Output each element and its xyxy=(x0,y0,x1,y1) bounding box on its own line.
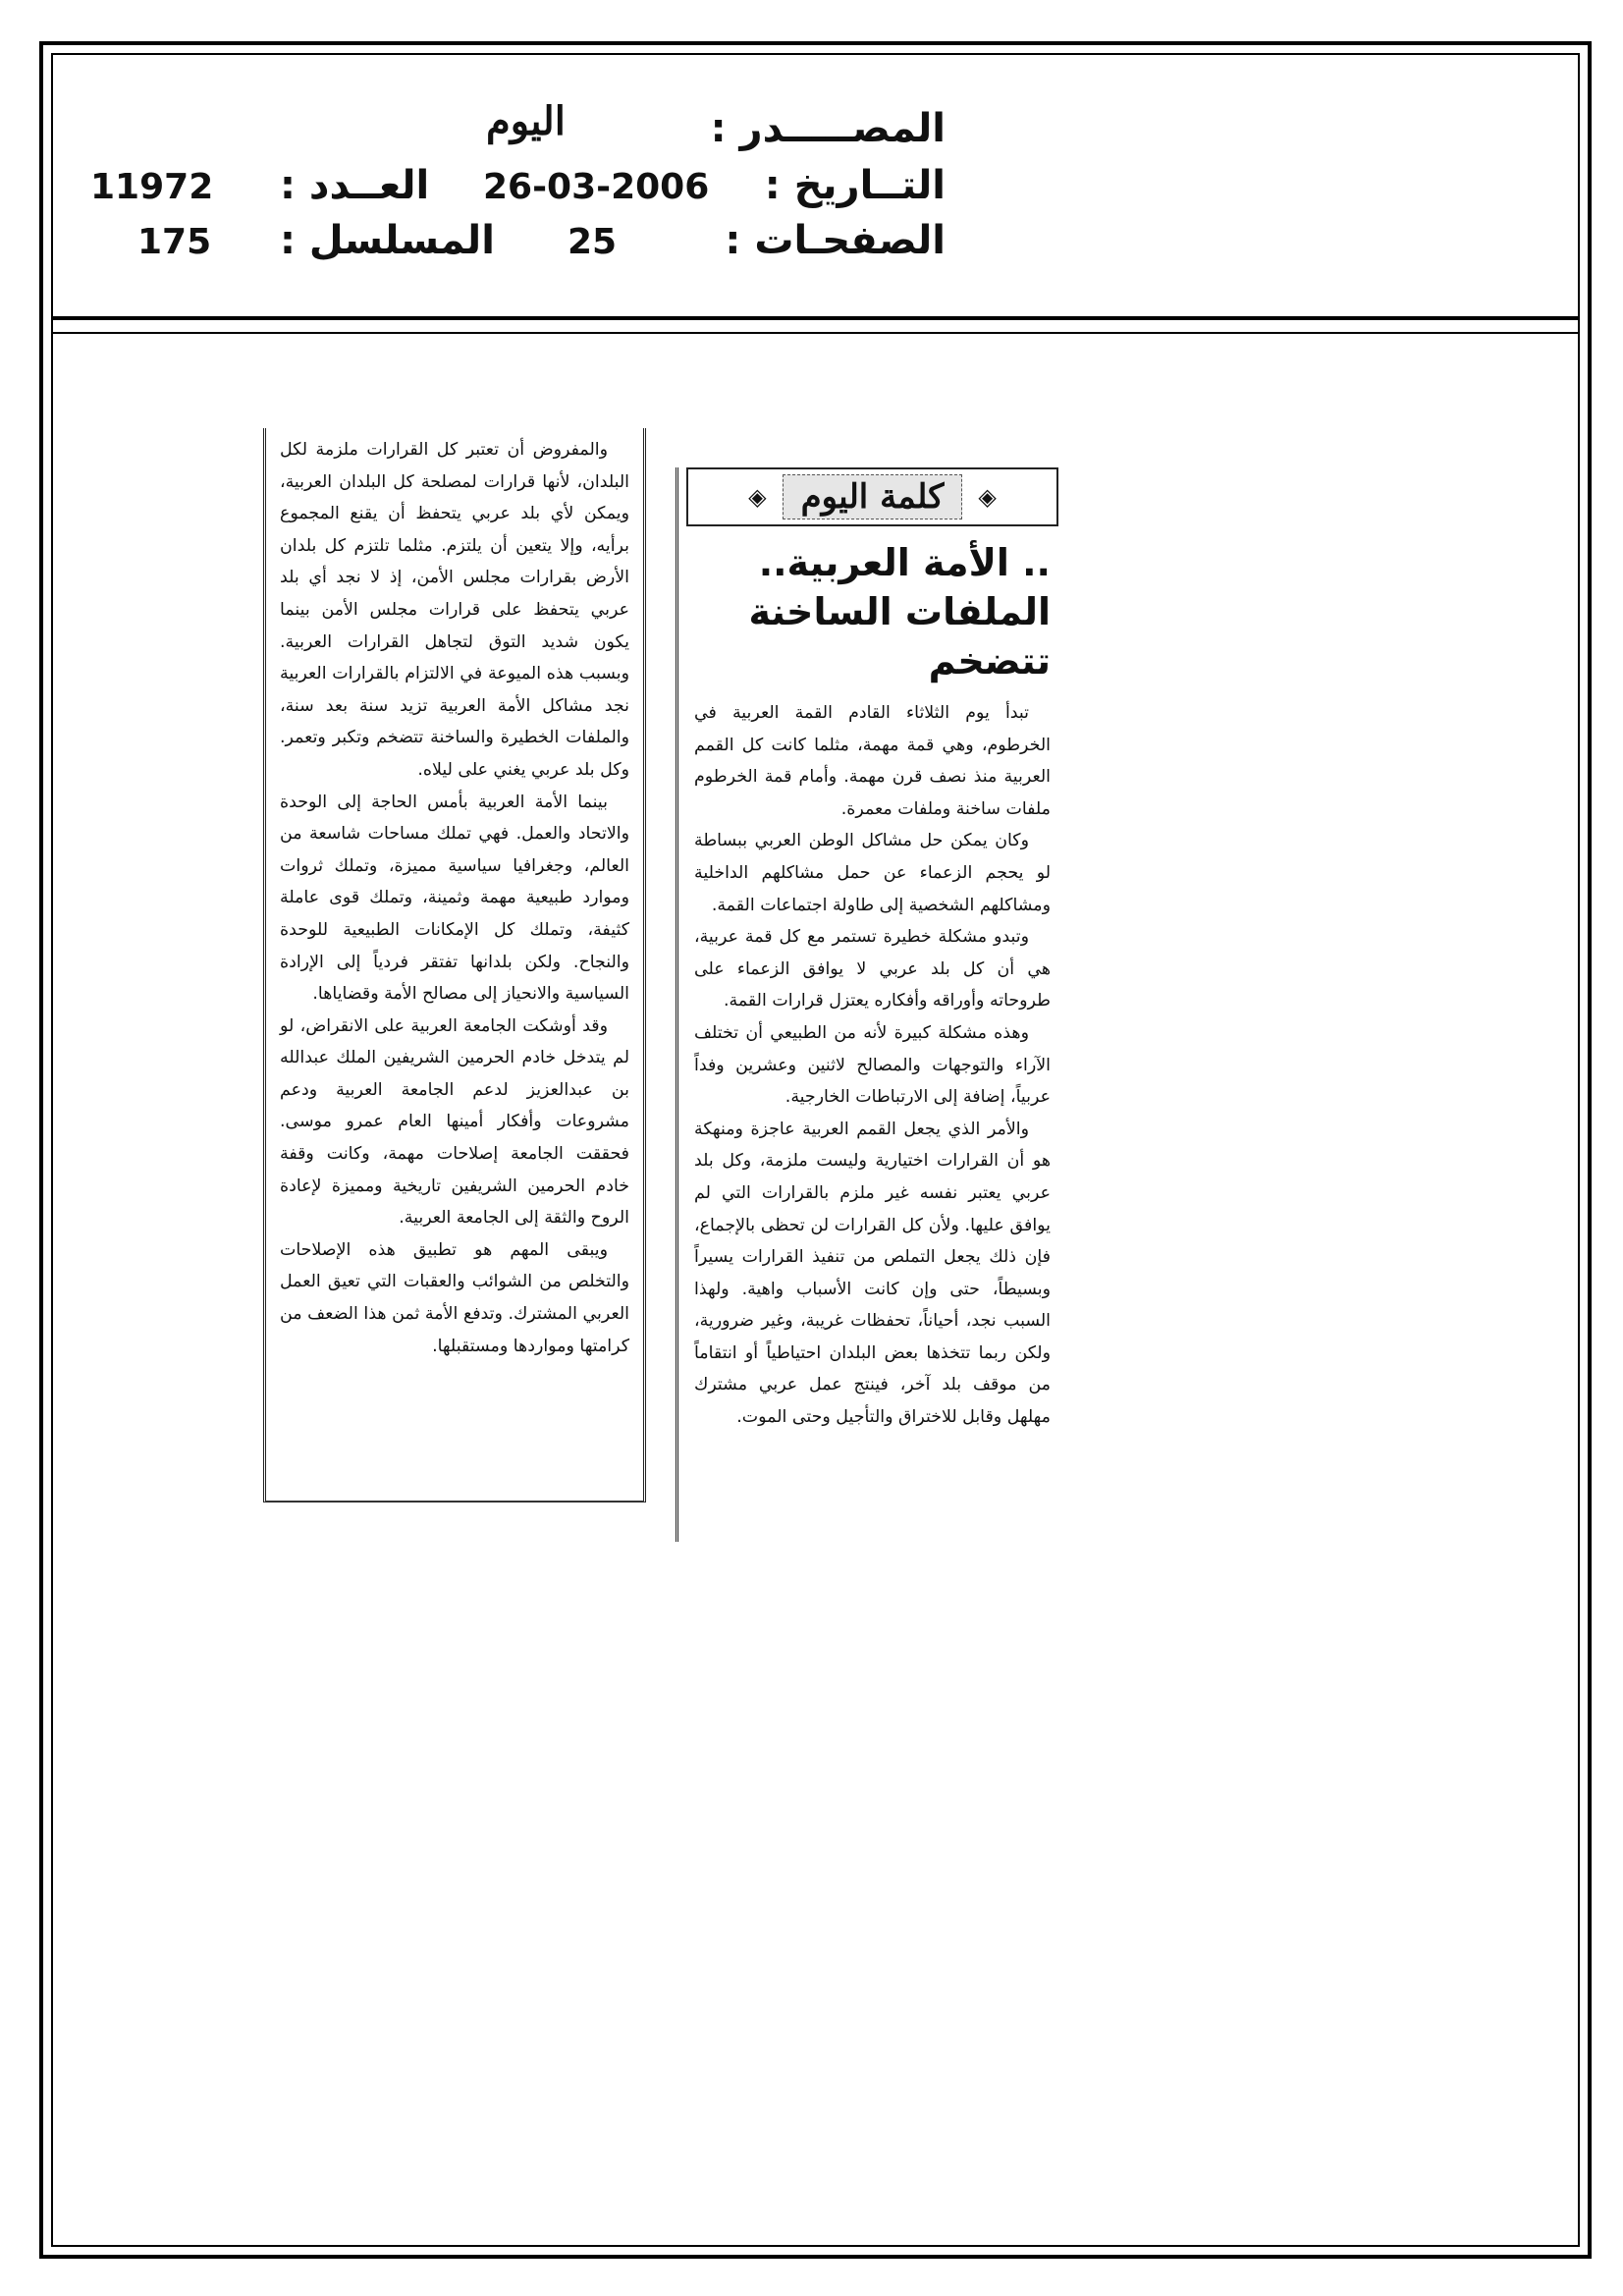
paragraph: ويبقى المهم هو تطبيق هذه الإصلاحات والتخلص من الشوائب والعقبات التي تعيق العمل العربي المشترك. وتدفع الأمة ثمن هذا الضعف من كرامتها ومواردها ومستقبلها. xyxy=(280,1239,629,1356)
pages-label: الصفحـات : xyxy=(725,218,946,263)
diamond-ornament-icon: ◈ xyxy=(748,483,767,511)
paragraph: تبدأ يوم الثلاثاء القادم القمة العربية في الخرطوم، وهي قمة مهمة، مثلما كانت كل القمم العربية منذ نصف قرن مهمة. وأمام قمة الخرطوم ملفات ساخنة وملفات معمرة. xyxy=(694,703,1051,819)
article-column-left xyxy=(263,428,646,1503)
paragraph: بينما الأمة العربية بأمس الحاجة إلى الوحدة والاتحاد والعمل. فهي تملك مساحات شاسعة من العالم، وجغرافيا سياسية مميزة، وتملك ثروات وموارد طبيعية مهمة وثمينة، وتملك قوى عاملة كثيفة، وتملك كل الإمكانات الطبيعية للوحدة والنجاح. ولكن بلدانها تفتقر فردياً إلى الإرادة السياسية والانحياز إلى مصالح الأمة وقضاياها. xyxy=(280,792,629,1005)
issue-label: العــدد : xyxy=(280,163,430,208)
diamond-ornament-icon: ◈ xyxy=(978,483,997,511)
article-body-left xyxy=(280,434,629,1362)
paragraph: وكان يمكن حل مشاكل الوطن العربي ببساطة لو يحجم الزعماء عن حمل مشاكلهم الداخلية ومشاكلهم الشخصية إلى طاولة اجتماعات القمة. xyxy=(694,831,1051,915)
article-body-right xyxy=(694,697,1051,1434)
banner-label: كلمة اليوم xyxy=(783,474,963,519)
pages-value: 25 xyxy=(568,222,618,262)
paragraph: وهذه مشكلة كبيرة لأنه من الطبيعي أن تختلف الآراء والتوجهات والمصالح لاثنين وعشرين وفداً عربياً، إضافة إلى الارتباطات الخارجية. xyxy=(694,1022,1051,1108)
serial-number: 175 xyxy=(137,222,212,262)
column-banner xyxy=(686,467,1058,526)
header-divider-thin xyxy=(51,332,1580,334)
paragraph: وتبدو مشكلة خطيرة تستمر مع كل قمة عربية، هي أن كل بلد عربي لا يوافق الزعماء على طروحاته وأوراقه وأفكاره يعتزل قرارات القمة. xyxy=(694,927,1051,1011)
date-value: 26-03-2006 xyxy=(483,167,710,207)
issue-number: 11972 xyxy=(90,167,214,207)
article-title: .. الأمة العربية.. الملفات الساخنة تتضخم xyxy=(748,541,1051,683)
paragraph: والمفروض أن تعتبر كل القرارات ملزمة لكل البلدان، لأنها قرارات لمصلحة كل البلدان العربية، ويمكن لأي بلد عربي يتحفظ أن يقنع المجموع برأيه، وإلا يتعين أن يلتزم. مثلما تلتزم كل بلدان الأرض بقرارات مجلس الأمن، إذ لا نجد أي بلد عربي يتحفظ على قرارات مجلس الأمن بينما يكون شديد التوق لتجاهل القرارات العربية. وبسبب هذه الميوعة في الالتزام بالقرارات العربية نجد مشاكل الأمة العربية تزيد سنة بعد سنة، والملفات الخطيرة والساخنة تتضخم وتكبر وتعمر. وكل بلد عربي يغني على ليلاه. xyxy=(280,440,629,780)
source-label: المصـــــدر : xyxy=(710,106,946,151)
header-divider-thick xyxy=(51,316,1580,320)
article-column-right xyxy=(676,467,1064,1542)
date-label: التــاريخ : xyxy=(764,163,946,208)
serial-label: المسلسل : xyxy=(280,218,495,263)
paragraph: والأمر الذي يجعل القمم العربية عاجزة ومنهكة هو أن القرارات اختيارية وليست ملزمة، وكل بلد عربي يعتبر نفسه غير ملزم بالقرارات التي لم يوافق عليها. ولأن كل القرارات لن تحظى بالإجماع، فإن ذلك يجعل التملص من تنفيذ القرارات يسيراً وبسيطاً، حتى وإن كانت الأسباب واهية. ولهذا السبب نجد، أحياناً، تحفظات غريبة، وغير ضرورية، ولكن ربما تتخذها بعض البلدان احتياطياً أو انتقاماً من موقف بلد آخر، فينتج عمل عربي مشترك مهلهل وقابل للاختراق والتأجيل وحتى الموت. xyxy=(694,1119,1051,1428)
source-value: اليوم xyxy=(486,98,566,144)
paragraph: وقد أوشكت الجامعة العربية على الانقراض، لو لم يتدخل خادم الحرمين الشريفين الملك عبدالله بن عبدالعزيز لدعم الجامعة العربية ودعم مشروعات وأفكار أمينها العام عمرو موسى. فحققت الجامعة إصلاحات مهمة، وكانت وقفة خادم الحرمين الشريفين تاريخية ومميزة لإعادة الروح والثقة إلى الجامعة العربية. xyxy=(280,1015,629,1229)
